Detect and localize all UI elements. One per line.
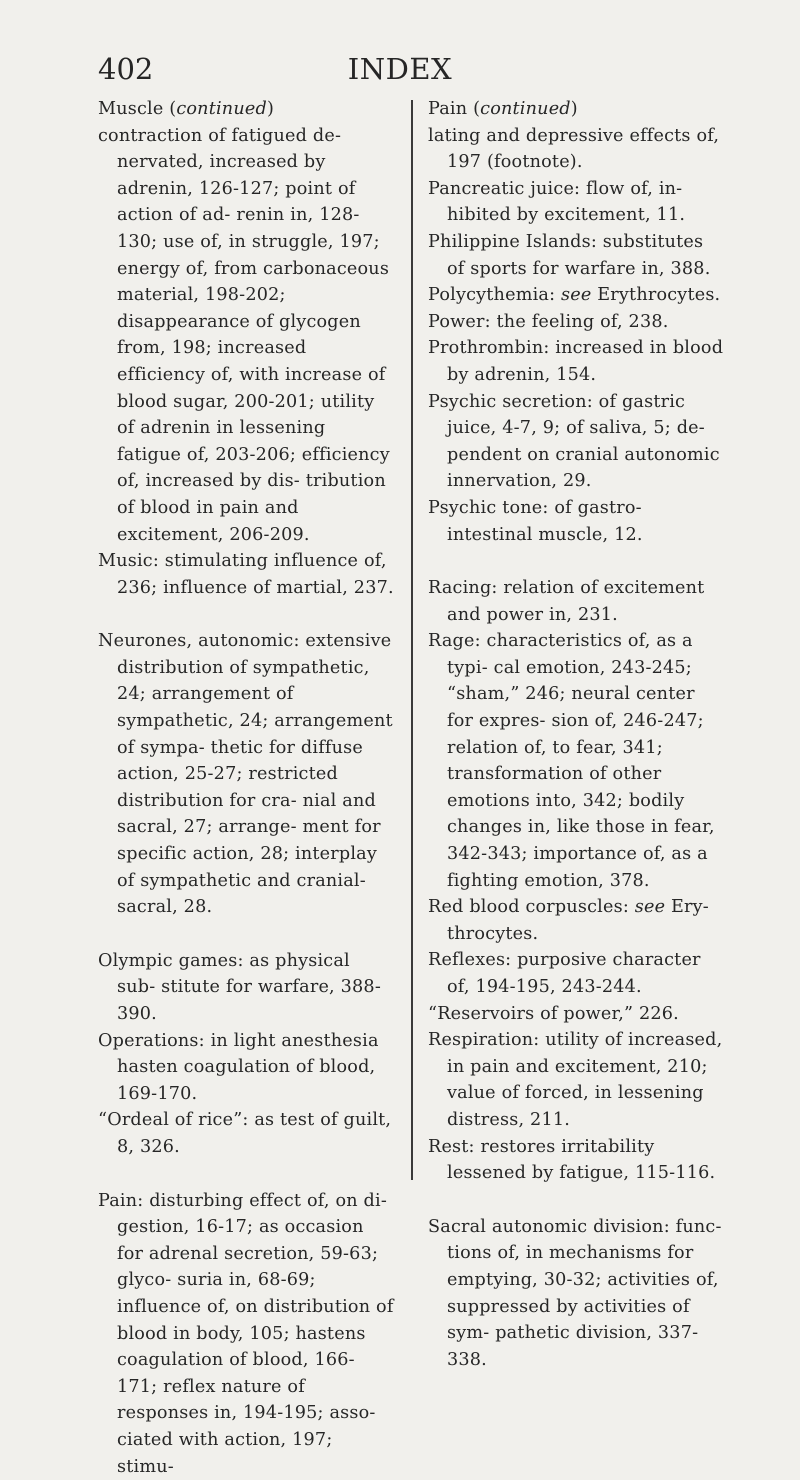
continued-heading xyxy=(428,96,724,123)
entry-body: contraction of fatigued de- nervated, increased by adrenin, 126-127; point of action of ad- renin in, 128-130; use of, in struggle, 197; energy of, from carbonaceous material, 198-202; disappearance of glycogen from, 198; increased efficiency of, with increase of blood sugar, 200-201; utility of adrenin in lessening fatigue of, 203-206; efficiency of, increased by dis- tribution of blood in pain and excitement, 206-209. xyxy=(98,125,390,545)
entry-gap xyxy=(98,601,394,628)
index-entry: Respiration: utility of increased, in pain and excitement, 210; value of forced, in lessening distress, 211. xyxy=(428,1030,723,1130)
index-entry: Music: stimulating influence of, 236; influence of martial, 237. xyxy=(98,551,394,598)
index-entry: “Reservoirs of power,” 226. xyxy=(428,1003,679,1024)
entry-term: Polycythemia: xyxy=(428,285,562,306)
index-entry: Psychic tone: of gastro-intestinal muscle, 12. xyxy=(428,497,643,545)
index-entry xyxy=(98,96,394,548)
index-entry: “Ordeal of rice”: as test of guilt, 8, 326. xyxy=(98,1110,392,1157)
entry-gap xyxy=(428,548,724,575)
index-entry: Pain: disturbing effect of, on di- gestion, 16-17; as occasion for adrenal secretion, 59-63; glyco- suria in, 68-69; influence of, on distribution of blood in body, 105; hastens coagulation of blood, 166-171; reflex nature of responses in, 194-195; asso- ciated with action, 197; stimu- xyxy=(98,1190,394,1477)
page-number: 402 xyxy=(98,52,154,86)
entry-text: Erythrocytes. xyxy=(591,285,721,306)
heading-close: ) xyxy=(266,99,275,119)
entry-term: Red blood corpuscles: xyxy=(428,897,635,918)
heading-term: Pain ( xyxy=(428,99,481,119)
heading-close: ) xyxy=(570,99,578,119)
index-entry: Prothrombin: increased in blood by adrenin, 154. xyxy=(428,338,724,385)
continued-label: continued xyxy=(176,99,267,119)
index-entry: Power: the feeling of, 238. xyxy=(428,311,669,332)
entry-gap xyxy=(428,1187,724,1214)
index-entry: Neurones, autonomic: extensive distribution of sympathetic, 24; arrangement of sympathetic, 24; arrangement of sympa- thetic for diffuse action, 25-27; restricted distribution for cra- nial and sacral, 27; arrange- ment for specific action, 28; interplay of sympathetic and cranial-sacral, 28. xyxy=(98,631,393,918)
index-entry: Pancreatic juice: flow of, in- hibited by excitement, 11. xyxy=(428,178,686,226)
entry-text: Ery- throcytes. xyxy=(447,897,709,944)
index-entry: Reflexes: purposive character of, 194-195, 243-244. xyxy=(428,950,701,997)
index-entry xyxy=(428,96,724,176)
index-entry: Psychic secretion: of gastric juice, 4-7, 9; of saliva, 5; de- pendent on cranial autonomic innervation, 29. xyxy=(428,391,720,492)
heading-term: Muscle ( xyxy=(98,99,177,119)
entry-body: lating and depressive effects of, 197 (footnote). xyxy=(428,125,720,173)
index-entry xyxy=(428,894,724,947)
entry-gap xyxy=(98,921,394,948)
left-column xyxy=(98,96,394,1480)
page-title: INDEX xyxy=(347,52,453,86)
right-column xyxy=(428,96,724,1373)
index-entry: Philippine Islands: substitutes of sports for warfare in, 388. xyxy=(428,231,711,279)
index-entry: Racing: relation of excitement and power in, 231. xyxy=(428,578,705,625)
index-entry xyxy=(428,282,724,309)
entry-gap xyxy=(98,1161,394,1188)
index-entry: Sacral autonomic division: func- tions of, in mechanisms for emptying, 30-32; activities of, suppressed by activities of sym- pathetic division, 337-338. xyxy=(428,1216,722,1370)
continued-label: continued xyxy=(480,99,571,119)
column-divider xyxy=(411,100,413,1180)
see-reference: see xyxy=(634,897,666,918)
continued-heading xyxy=(98,96,394,123)
index-entry: Rest: restores irritability lessened by fatigue, 115-116. xyxy=(428,1136,716,1184)
page-header xyxy=(0,52,800,92)
index-entry: Rage: characteristics of, as a typi- cal emotion, 243-245; “sham,” 246; neural center for expres- sion of, 246-247; relation of, to fear, 341; transformation of other emotions into, 342; bodily changes in, like those in fear, 342-343; importance of, as a fighting emotion, 378. xyxy=(428,631,715,891)
index-entry: Olympic games: as physical sub- stitute for warfare, 388-390. xyxy=(98,950,381,1024)
see-reference: see xyxy=(561,285,592,306)
index-entry: Operations: in light anesthesia hasten coagulation of blood, 169-170. xyxy=(98,1030,379,1104)
